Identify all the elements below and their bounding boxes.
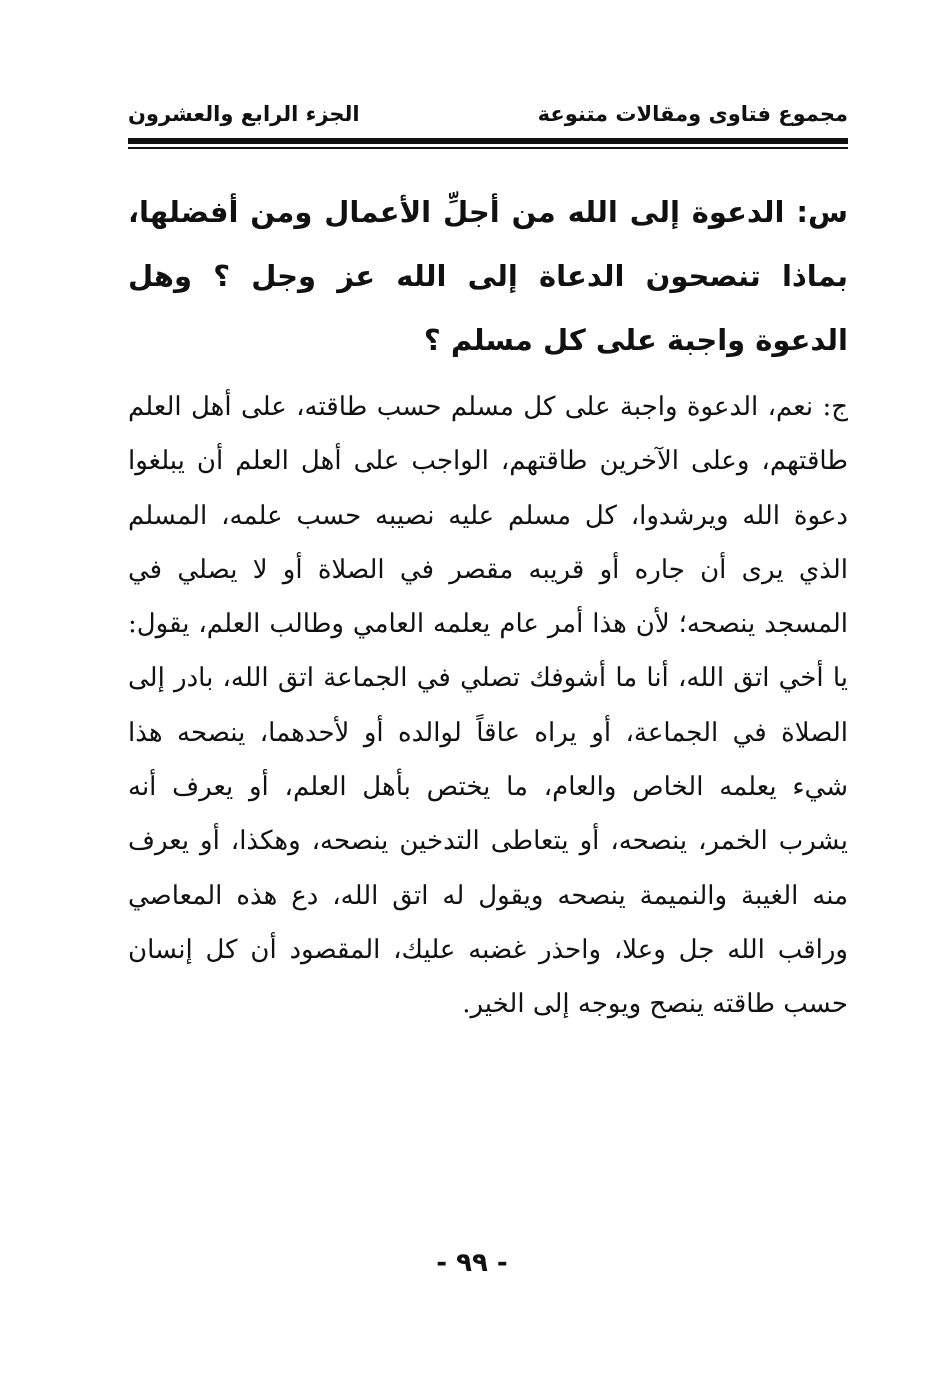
main-content	[128, 180, 848, 1032]
running-header	[128, 96, 848, 136]
volume-label: الجزء الرابع والعشرون	[128, 102, 360, 126]
book-title: مجموع فتاوى ومقالات متنوعة	[537, 102, 848, 126]
header-rule-thick	[128, 138, 848, 144]
question-paragraph: س: الدعوة إلى الله من أجلِّ الأعمال ومن أفضلها، بماذا تنصحون الدعاة إلى الله عز وجل ؟ وهل الدعوة واجبة على كل مسلم ؟	[128, 195, 848, 357]
answer-paragraph: ج: نعم، الدعوة واجبة على كل مسلم حسب طاقته، على أهل العلم طاقتهم، وعلى الآخرين طاقتهم، الواجب على أهل العلم أن يبلغوا دعوة الله ويرشدوا، كل مسلم عليه نصيبه حسب علمه، المسلم الذي يرى أن جاره أو قريبه مقصر في الصلاة أو لا يصلي في المسجد ينصحه؛ لأن هذا أمر عام يعلمه العامي وطالب العلم، يقول: يا أخي اتق الله، أنا ما أشوفك تصلي في الجماعة اتق الله، بادر إلى الصلاة في الجماعة، أو يراه عاقاً لوالده أو لأحدهما، ينصحه هذا شيء يعلمه الخاص والعام، ما يختص بأهل العلم، أو يعرف أنه يشرب الخمر، ينصحه، أو يتعاطى التدخين ينصحه، وهكذا، أو يعرف منه الغيبة والنميمة ينصحه ويقول له اتق الله، دع هذه المعاصي وراقب الله جل وعلا، واحذر غضبه عليك، المقصود أن كل إنسان حسب طاقته ينصح ويوجه إلى الخير.	[128, 392, 848, 1020]
header-rule-thin	[128, 147, 848, 149]
page-number: - ٩٩ -	[436, 1248, 508, 1278]
